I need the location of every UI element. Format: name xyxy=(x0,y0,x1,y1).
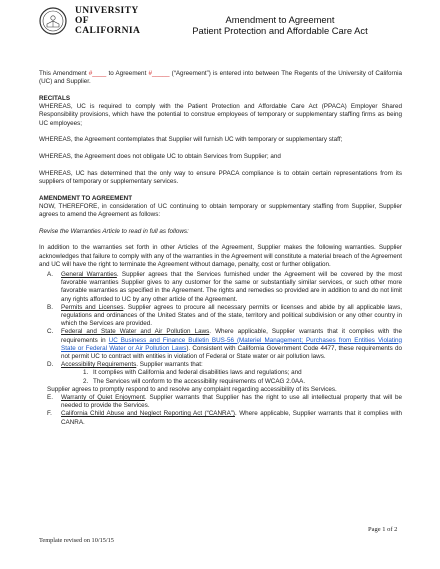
revise-instruction: Revise the Warranties Article to read in full as follows: xyxy=(39,227,189,235)
uc-seal-icon xyxy=(39,7,67,35)
template-revision-footer: Template revised on 10/15/15 xyxy=(39,537,114,544)
warranty-item-e xyxy=(47,394,403,410)
amendment-paragraph: NOW, THEREFORE, in consideration of UC continuing to obtain temporary or supplementary staffing from Supplier, Supplier agrees to amend the Agreement as follows: xyxy=(39,202,402,218)
warranty-text: . Where applicable, Supplier warrants that it complies with the requirements in xyxy=(61,328,402,344)
warranty-item-d xyxy=(47,361,402,386)
university-name xyxy=(75,6,140,36)
title-line-1: Amendment to Agreement xyxy=(225,14,335,25)
warranties-intro: In addition to the warranties set forth in other Articles of the Agreement, Supplier makes the following warranties. Supplier acknowledges that failure to comply with any of the warranties in the Agreement will constitute a material breach of the Agreement and UC will have the right to terminate the Agreement without damage, penalty, cost or further obligation. xyxy=(39,244,402,268)
title-line-2: Patient Protection and Affordable Care Act xyxy=(192,25,368,36)
sub-item xyxy=(83,369,402,377)
university-line-2: OF xyxy=(75,16,89,26)
intro-text-2: to Agreement xyxy=(106,70,149,77)
item-marker: B. xyxy=(47,303,53,311)
university-line-1: UNIVERSITY xyxy=(75,6,139,16)
item-marker: A. xyxy=(47,270,53,278)
document-title xyxy=(150,14,410,36)
warranty-item-c xyxy=(47,328,403,361)
item-marker: F. xyxy=(47,410,52,418)
intro-paragraph xyxy=(39,70,402,86)
item-marker: C. xyxy=(47,328,54,336)
warranty-title: Accessibility Requirements xyxy=(61,361,137,369)
item-marker: D. xyxy=(47,361,54,369)
warranty-item-f xyxy=(47,410,403,426)
warranty-title: Warranty of Quiet Enjoyment xyxy=(61,394,145,401)
sub-item xyxy=(83,377,402,386)
accessibility-sublist xyxy=(61,369,402,385)
warranty-title: Federal and State Water and Air Pollution Laws xyxy=(61,328,210,336)
accessibility-followup: Supplier agrees to promptly respond to and resolve any complaint regarding accessibility of its Services. xyxy=(47,385,337,393)
warranty-item-b xyxy=(47,303,402,329)
sub-text: It complies with California and federal disabilities laws and regulations; and xyxy=(93,369,302,377)
warranty-text: . Supplier agrees that the Services furnished under the Agreement will be covered by the most favorable warranties Supplier gives to any customer for the same or substantially similar services, or such other more favorable warranties as specified in the Agreement. The rights and remedies so provided are in addition to and do not limit any rights afforded to UC by any other article of the Agreement. xyxy=(61,270,402,303)
intro-text-3: (“Agreement”) is entered into between The Regents of the University of California (UC) and Supplier. xyxy=(39,70,402,86)
document-body xyxy=(39,70,402,427)
intro-text-1: This Amendment xyxy=(39,70,89,77)
amendment-number-blank: #____ xyxy=(88,70,107,77)
recitals-heading: RECITALS xyxy=(39,94,71,102)
amendment-heading: AMENDMENT TO AGREEMENT xyxy=(39,194,133,202)
warranty-text: ). Consistent with California Government Code 4477, these requirements do not permit UC to contract with entities in violation of Federal or State water or air pollution laws. xyxy=(61,344,402,360)
warranty-text: . Supplier warrants that Supplier has the right to use all intellectual property that will be needed to provide the Services. xyxy=(61,394,403,410)
recital-2: WHEREAS, the Agreement contemplates that Supplier will furnish UC with temporary or supplementary staff; xyxy=(39,136,343,144)
sub-marker: 1. xyxy=(83,369,89,377)
page-number: Page 1 of 2 xyxy=(368,526,398,533)
warranty-text: . Supplier agrees to procure all necessary permits or licenses and abide by all applicable laws, regulations and ordinances of the United States and of the state, territory and political subdivision or any other country in which the Services are provided. xyxy=(61,303,402,328)
item-marker: E. xyxy=(47,394,53,401)
university-line-3: CALIFORNIA xyxy=(75,26,141,36)
warranty-text: . Supplier warrants that: xyxy=(136,361,203,369)
agreement-number-blank: #_____ xyxy=(148,70,170,77)
recital-1: WHEREAS, UC is required to comply with the Patient Protection and Affordable Care Act (PPACA) Employer Shared Responsibility provisions, which have the potential to construe employees of temporary or supplementary staffing firms as being UC employees; xyxy=(39,103,402,127)
recital-4: WHEREAS, UC has determined that the only way to ensure PPACA compliance is to obtain certain representations from its suppliers of temporary or supplementary services. xyxy=(39,169,402,185)
sub-text: The Services will conform to the accessibility requirements of WCAG 2.0AA. xyxy=(93,377,306,385)
warranty-text: . Where applicable, Supplier warrants that it complies with CANRA. xyxy=(61,410,403,426)
sub-marker: 2. xyxy=(83,377,89,385)
warranties-list xyxy=(39,271,402,386)
warranty-item-a xyxy=(47,270,402,304)
warranty-title: California Child Abuse and Neglect Reporting Act (“CANRA”) xyxy=(61,410,235,418)
warranties-list-cont xyxy=(39,394,402,427)
warranty-title: General Warranties xyxy=(61,270,117,278)
recital-3: WHEREAS, the Agreement does not obligate UC to obtain Services from Supplier; and xyxy=(39,152,281,160)
warranty-title: Permits and Licenses xyxy=(61,303,124,311)
bus-56-link[interactable]: UC Business and Finance Bulletin BUS-56 (Materiel Management; Purchases from Entities Violating State or Federal Water or Air Pollution Laws xyxy=(61,336,403,352)
